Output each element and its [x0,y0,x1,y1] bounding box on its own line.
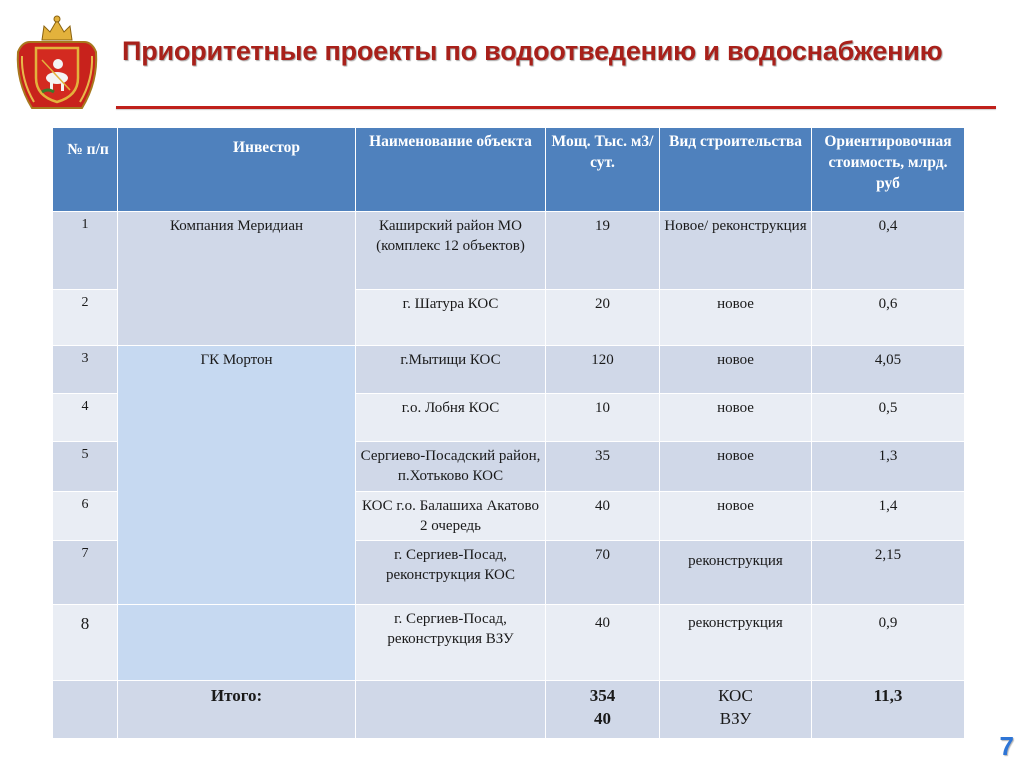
total-cost: 11,3 [812,681,965,739]
header-investor: Инвестор [118,128,356,212]
row-capacity: 40 [546,491,660,541]
row-num: 8 [53,605,118,681]
row-num: 3 [53,346,118,394]
header-cost: Ориентировочная стоимость, млрд. руб [812,128,965,212]
row-capacity: 120 [546,346,660,394]
row-capacity: 20 [546,290,660,346]
row-name: Сергиево-Посадский район, п.Хотьково КОС [356,442,546,492]
total-type-kos: КОС [718,686,753,705]
row-capacity: 40 [546,605,660,681]
row-capacity: 70 [546,541,660,605]
header-num: № п/п [53,128,118,212]
row-num: 5 [53,442,118,492]
row-type: реконструкция [660,541,812,605]
row-name: г. Сергиев-Посад, реконструкция КОС [356,541,546,605]
investor-cell: Компания Меридиан [118,212,356,346]
row-name: КОС г.о. Балашиха Акатово 2 очередь [356,491,546,541]
title-divider [116,106,996,109]
row-type: новое [660,442,812,492]
row-type: новое [660,346,812,394]
total-capacity-kos: 354 [589,686,616,705]
row-cost: 1,3 [812,442,965,492]
row-cost: 0,5 [812,394,965,442]
total-num-cell [53,681,118,739]
total-type-vzu: ВЗУ [719,708,752,728]
row-cost: 1,4 [812,491,965,541]
row-type: новое [660,491,812,541]
coat-of-arms-icon [12,12,102,116]
header-name: Наименование объекта [356,128,546,212]
investor-cell [118,605,356,681]
table-row [53,605,965,681]
row-cost: 4,05 [812,346,965,394]
total-name-cell [356,681,546,739]
header-capacity: Мощ. Тыс. м3/сут. [546,128,660,212]
row-name: г.о. Лобня КОС [356,394,546,442]
row-capacity: 19 [546,212,660,290]
row-capacity: 35 [546,442,660,492]
row-type: Новое/ реконструкция [660,212,812,290]
row-cost: 2,15 [812,541,965,605]
total-row [53,681,965,739]
row-name: г. Шатура КОС [356,290,546,346]
row-num: 4 [53,394,118,442]
total-capacity-vzu: 40 [594,708,611,728]
total-type [660,681,812,739]
row-type: новое [660,290,812,346]
investor-cell: ГК Мортон [118,346,356,605]
page-title: Приоритетные проекты по водоотведению и водоснабжению [122,36,943,66]
row-num: 7 [53,541,118,605]
row-num: 2 [53,290,118,346]
row-name: Каширский район МО (комплекс 12 объектов) [356,212,546,290]
row-capacity: 10 [546,394,660,442]
total-label: Итого: [118,681,356,739]
header-type: Вид строительства [660,128,812,212]
page-number: 7 [999,731,1014,761]
row-num: 6 [53,491,118,541]
row-cost: 0,6 [812,290,965,346]
total-capacity [546,681,660,739]
table-row [53,346,965,394]
table-row [53,212,965,290]
row-type: реконструкция [660,605,812,681]
row-cost: 0,9 [812,605,965,681]
row-type: новое [660,394,812,442]
row-cost: 0,4 [812,212,965,290]
row-num: 1 [53,212,118,290]
row-name: г.Мытищи КОС [356,346,546,394]
row-name: г. Сергиев-Посад, реконструкция ВЗУ [356,605,546,681]
projects-table [52,127,965,739]
table-header-row [53,128,965,212]
